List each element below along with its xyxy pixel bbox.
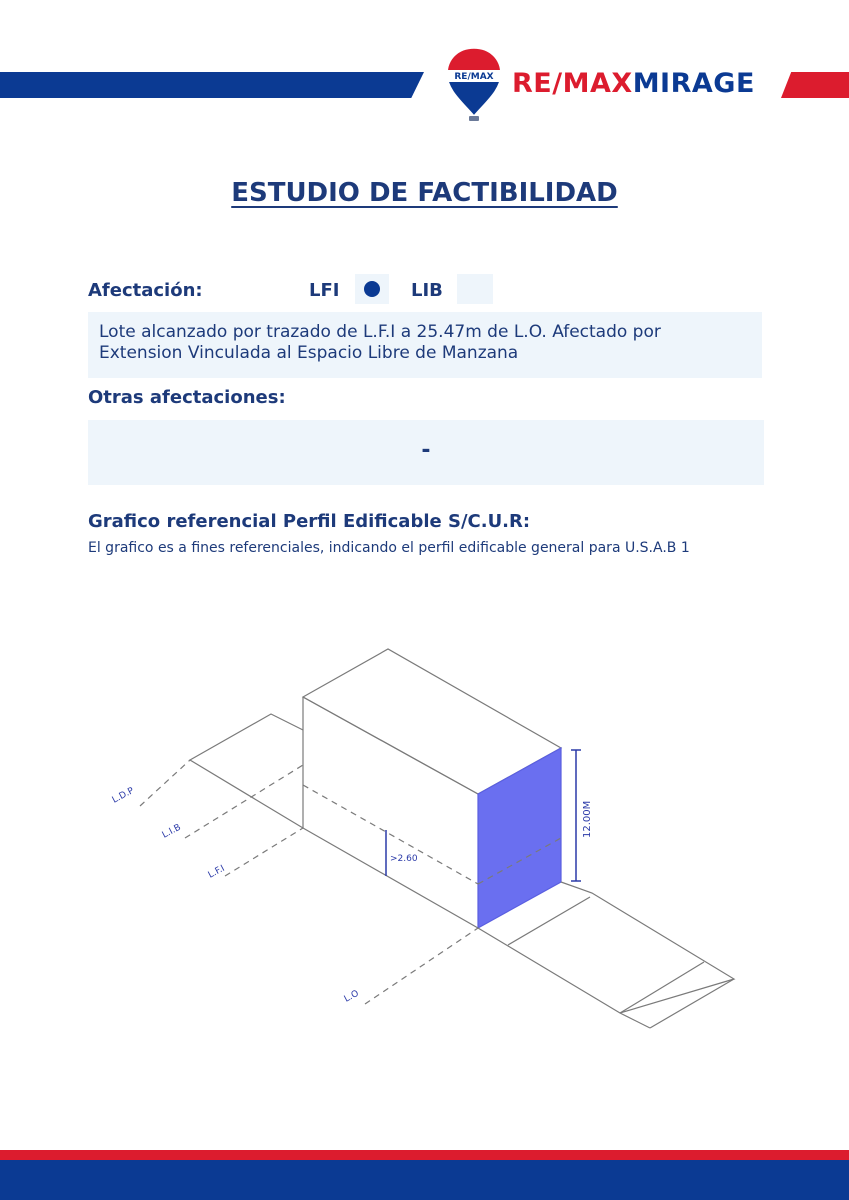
lib-option-label: LIB: [411, 280, 443, 301]
lib-leader: [185, 765, 303, 838]
height-label: 12.00M: [582, 800, 593, 838]
brand-name: [512, 68, 755, 99]
brand-part-remax: RE/MAX: [512, 68, 633, 99]
sidewalk-line-4: [650, 979, 734, 1028]
brand-part-mirage: MIRAGE: [632, 68, 755, 99]
lfi-selected-dot-icon: [364, 281, 380, 297]
min-height-label: >2.60: [390, 854, 418, 864]
afectacion-label: Afectación:: [88, 280, 203, 301]
lfi-option-label: LFI: [309, 280, 340, 301]
building-facade-face: [478, 748, 561, 928]
lot-back-outline: [190, 714, 303, 828]
lfi-label: L.F.I: [206, 863, 227, 881]
remax-balloon-logo: [444, 46, 504, 124]
lib-label: L.I.B: [160, 822, 183, 841]
footer-stripe-red: [0, 1150, 849, 1160]
otras-afectaciones-box: [88, 420, 764, 485]
grafico-title: Grafico referencial Perfil Edificable S/C.U.R:: [88, 511, 531, 532]
lo-label: L.O: [342, 988, 361, 1005]
lib-checkbox[interactable]: [457, 274, 493, 304]
header-stripe-left: [0, 72, 424, 98]
logo-badge-text: RE/MAX: [454, 72, 494, 82]
lfi-checkbox[interactable]: [355, 274, 389, 304]
lfi-leader: [225, 828, 303, 876]
lo-leader: [365, 928, 478, 1004]
afectacion-description-box: [88, 312, 762, 378]
otras-afectaciones-label: Otras afectaciones:: [88, 387, 286, 408]
sidewalk-line-2: [620, 962, 704, 1013]
perfil-edificable-diagram: [0, 600, 849, 1060]
footer-stripe-blue: [0, 1160, 849, 1200]
header-stripe-right: [781, 72, 849, 98]
otras-afectaciones-value: -: [421, 438, 431, 463]
building-front-top-edge: [303, 697, 478, 794]
sidewalk-line-3: [620, 1013, 650, 1028]
ldp-leader: [140, 760, 190, 806]
lfi-dashed-line: [303, 785, 478, 884]
ldp-label: L.D.P: [110, 785, 136, 806]
grafico-subtitle: El grafico es a fines referenciales, indicando el perfil edificable general para U.S.A.B 1: [88, 540, 690, 556]
afectacion-description: Lote alcanzado por trazado de L.F.I a 25.47m de L.O. Afectado por Extension Vinculada al Espacio Libre de Manzana: [99, 322, 661, 363]
page-title: ESTUDIO DE FACTIBILIDAD: [231, 178, 618, 208]
building-bottom-front-edge: [303, 828, 478, 928]
